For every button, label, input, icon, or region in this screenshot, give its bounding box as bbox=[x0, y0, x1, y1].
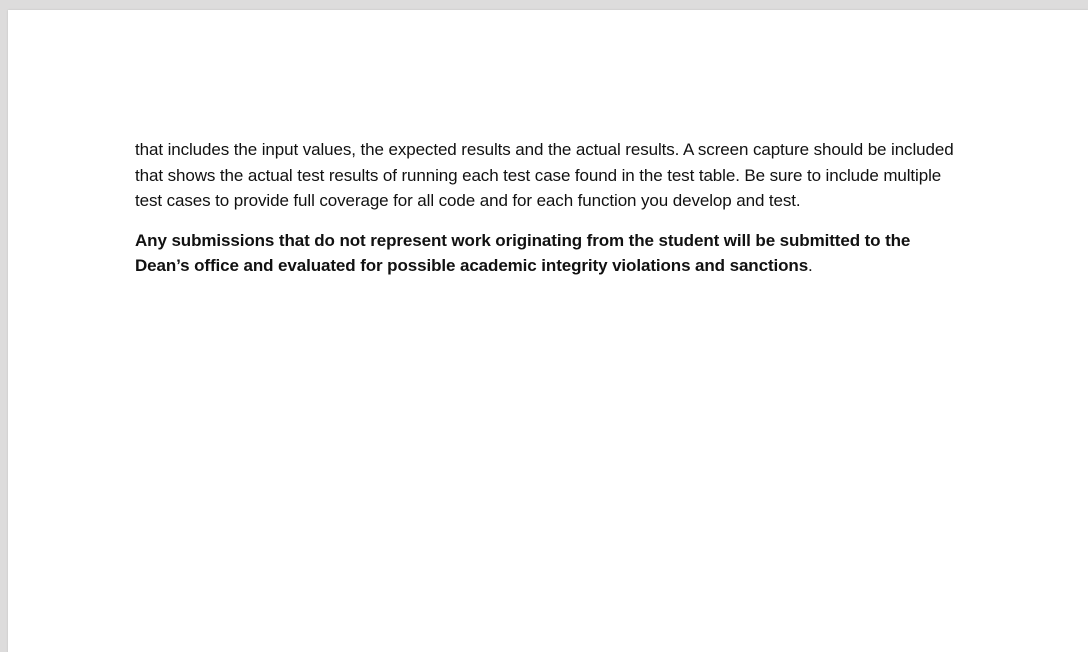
paragraph-test-table-instructions: that includes the input values, the expected results and the actual results. A screen capture should be included that shows the actual test results of running each test case found in the test table. Be sure to include multiple test cases to provide full coverage for all code and for each function you develop and test. bbox=[135, 140, 954, 210]
document-page bbox=[8, 10, 1088, 652]
document-body bbox=[135, 137, 965, 279]
paragraph-academic-integrity bbox=[135, 228, 965, 279]
paragraph-end-period: . bbox=[808, 256, 813, 275]
academic-integrity-warning: Any submissions that do not represent work originating from the student will be submitted to the Dean’s office and evaluated for possible academic integrity violations and sanctions bbox=[135, 230, 911, 275]
